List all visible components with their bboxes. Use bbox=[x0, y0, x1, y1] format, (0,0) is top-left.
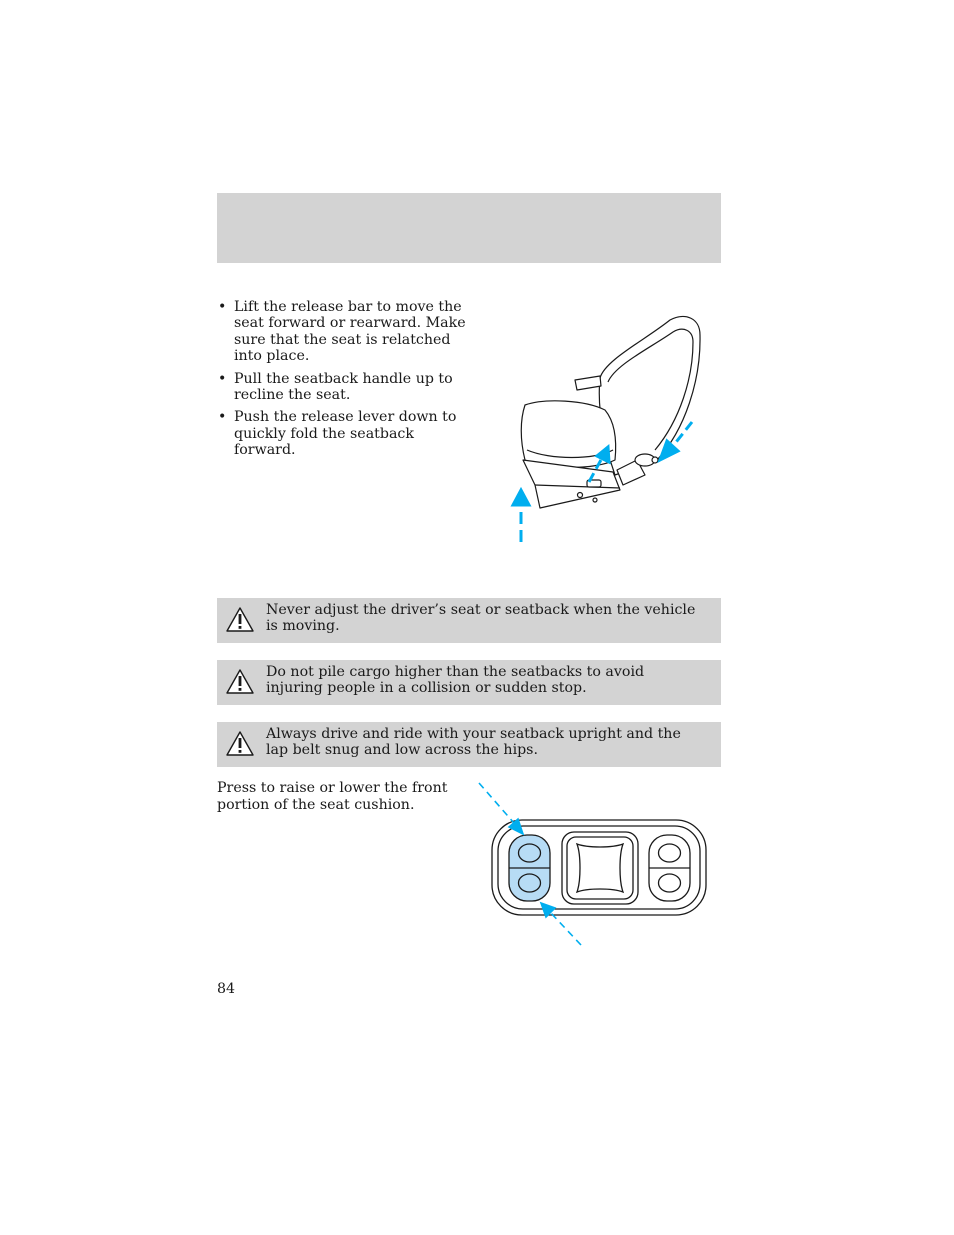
list-item bbox=[217, 409, 477, 458]
page-number: 84 bbox=[217, 981, 236, 997]
seat-adjustment-list bbox=[217, 299, 477, 465]
warning-text: Always drive and ride with your seatback upright and the lap belt snug and low across the hips. bbox=[266, 726, 681, 759]
warning-box bbox=[217, 660, 721, 705]
warning-triangle-icon bbox=[225, 730, 255, 757]
warning-box bbox=[217, 598, 721, 643]
list-item-text: Lift the release bar to move the seat forward or rearward. Make sure that the seat is relatched into place. bbox=[234, 299, 466, 365]
bullet-marker: • bbox=[218, 299, 227, 315]
list-item-text: Push the release lever down to quickly fold the seatback forward. bbox=[234, 409, 457, 459]
list-item bbox=[217, 371, 477, 404]
bullet-marker: • bbox=[218, 409, 227, 426]
power-seat-control-illustration bbox=[476, 780, 711, 948]
warning-text: Never adjust the driver’s seat or seatback when the vehicle is moving. bbox=[266, 602, 696, 635]
warning-box bbox=[217, 722, 721, 767]
warning-triangle-icon bbox=[225, 668, 255, 695]
seat-illustration bbox=[505, 310, 705, 545]
bullet-marker: • bbox=[218, 370, 227, 387]
list-item-text: Pull the seatback handle up to recline the seat. bbox=[234, 370, 453, 404]
warning-text: Do not pile cargo higher than the seatbacks to avoid injuring people in a collision or sudden stop. bbox=[266, 664, 645, 697]
warning-triangle-icon bbox=[225, 606, 255, 633]
list-item bbox=[217, 299, 477, 365]
power-seat-instruction: Press to raise or lower the front portion of the seat cushion. bbox=[217, 780, 448, 813]
section-header-bar bbox=[217, 193, 721, 263]
